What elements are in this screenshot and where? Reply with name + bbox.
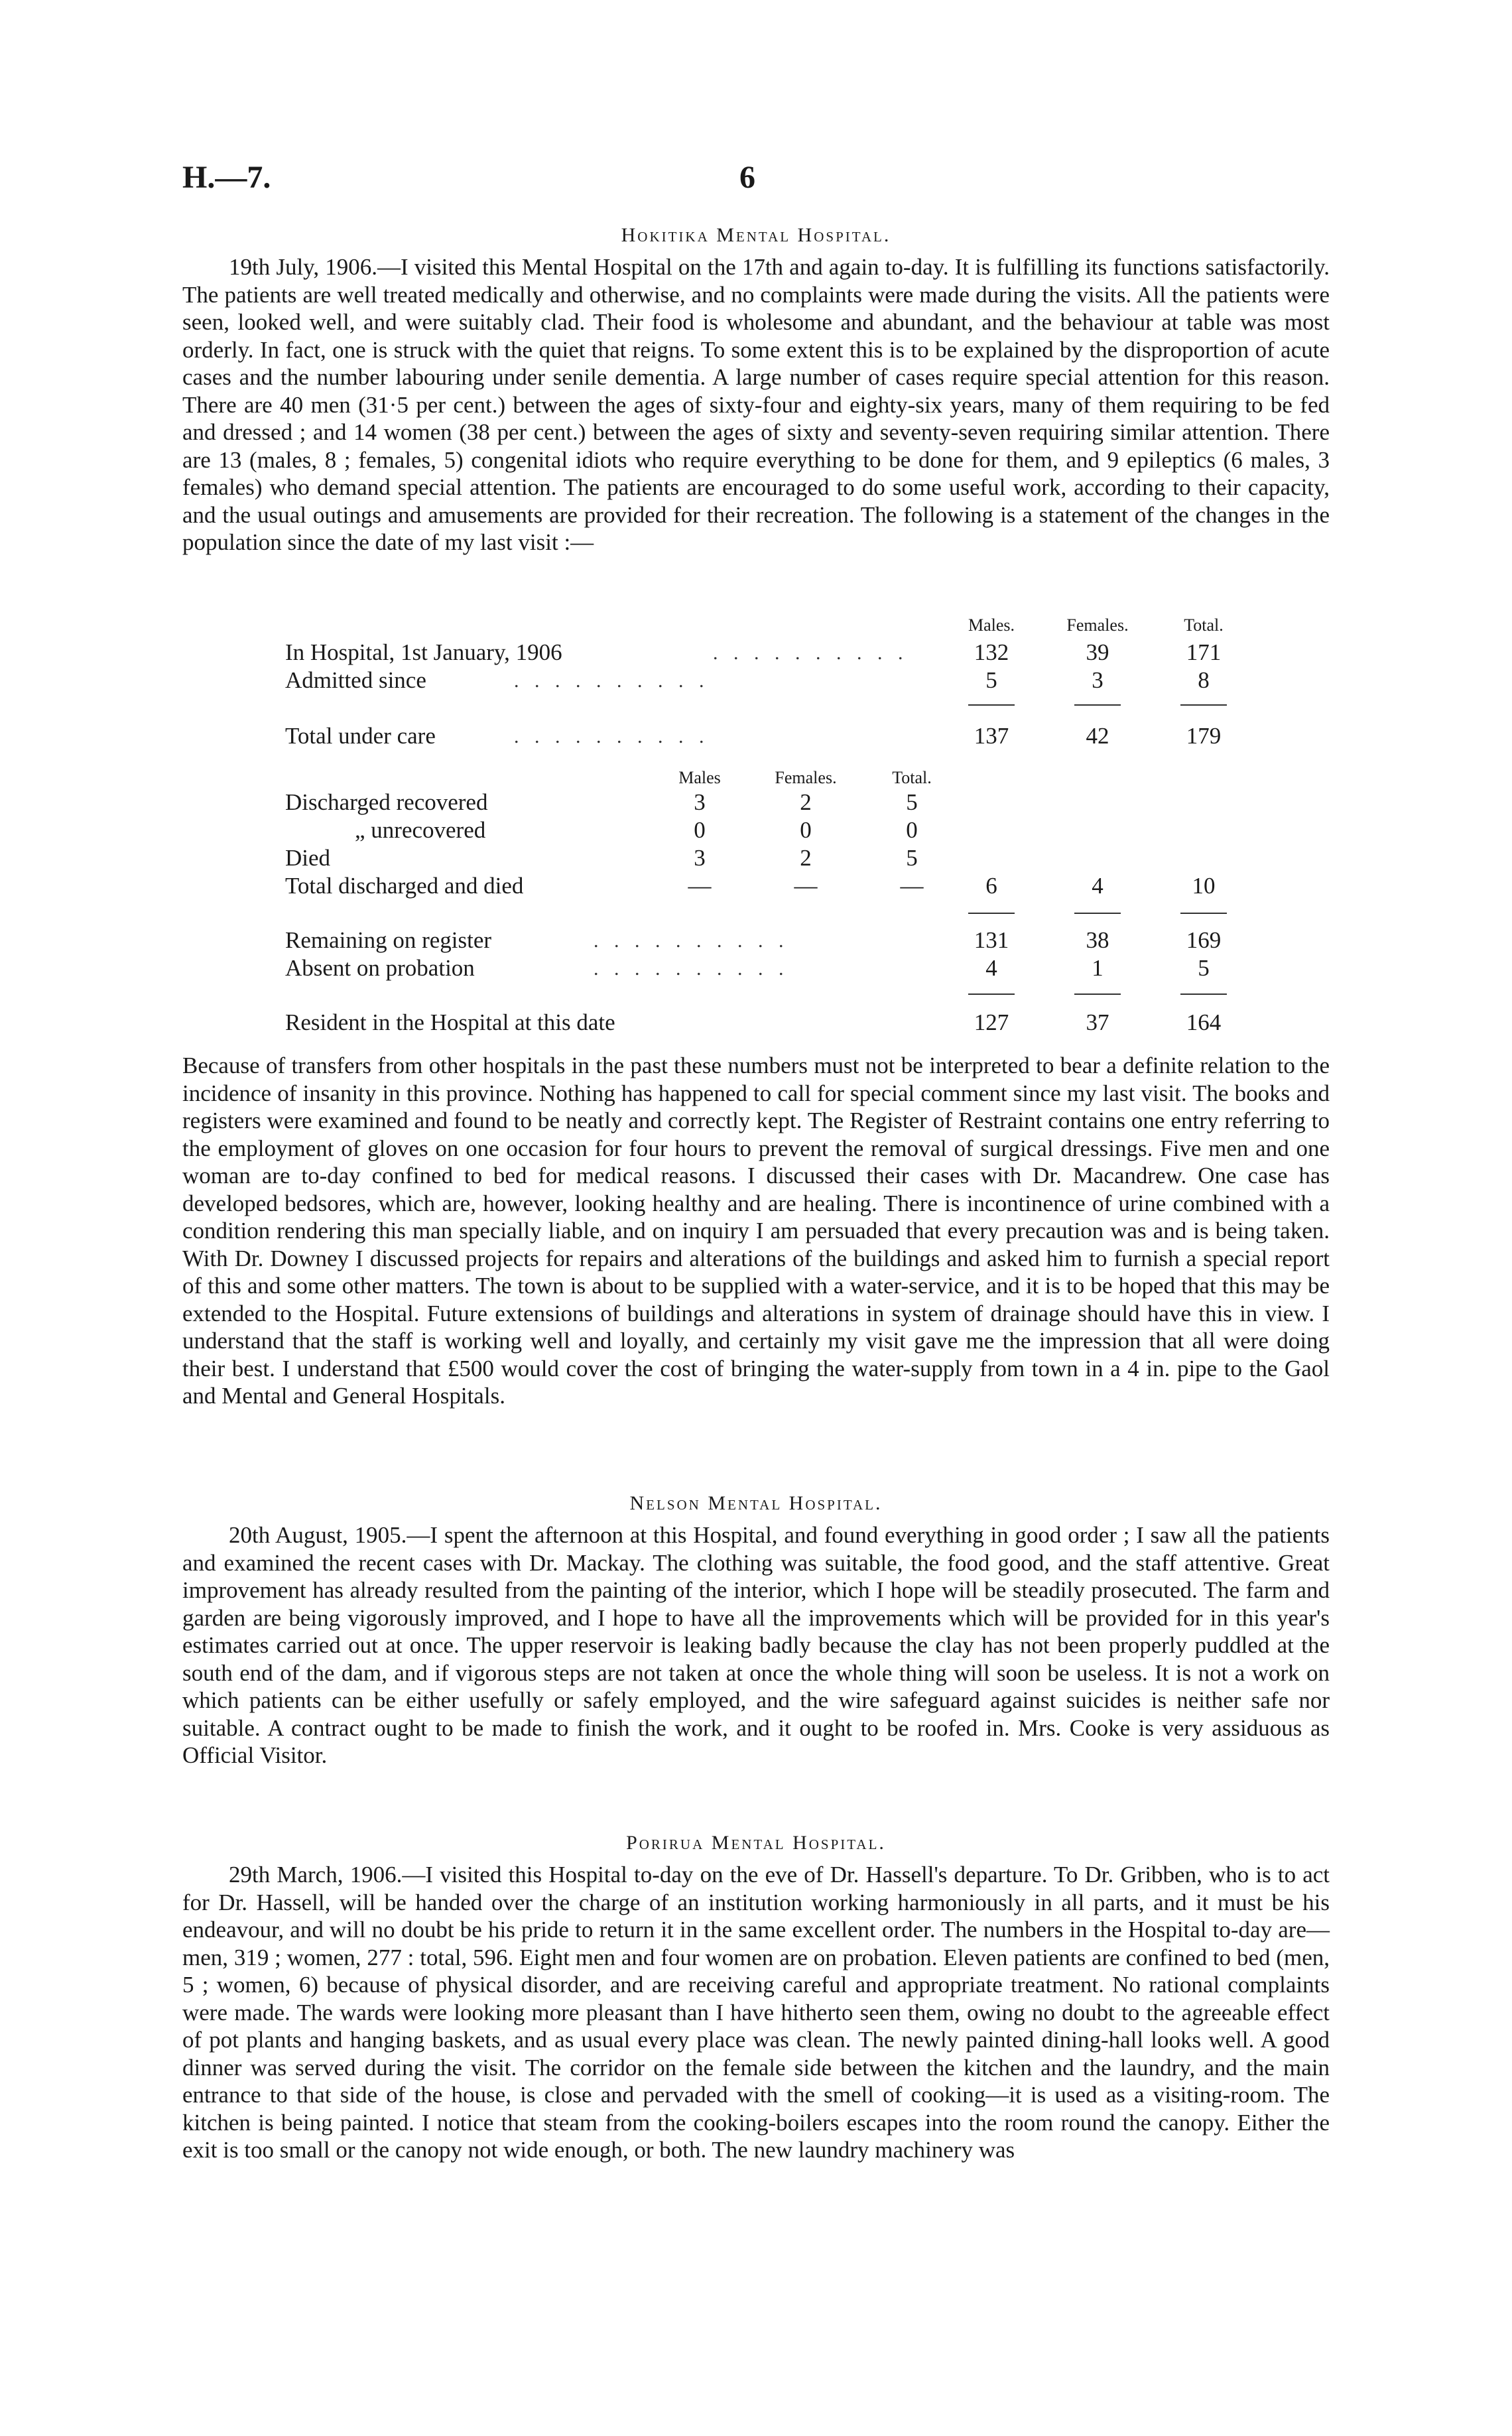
disch-rec-males: 3 (694, 789, 706, 815)
total-disch-sub-total: — (900, 873, 924, 899)
leader-dots: . . . . . . . . . . (514, 726, 710, 747)
rule (1074, 913, 1121, 914)
rule (1180, 704, 1227, 706)
admitted-males: 5 (985, 667, 997, 693)
admitted-total: 8 (1198, 667, 1210, 693)
disch-rec-females: 2 (800, 789, 812, 815)
porirua-paragraph-1-text: 29th March, 1906.—I visited this Hospital to-day on the eve of Dr. Hassell's departure. To Dr. Gribben, who is to act for Dr. Hassell, will be handed over the charge of an institution working harmoniously in all parts, and it must be his endeavour, and will no doubt be his pride to return it in the same excellent order. The numbers in the Hospital to-day are—men, 319 ; women, 277 : total, 596. Eight men and four women are on probation. Eleven patients are confined to bed (men, 5 ; women, 6) because of physical disorder, and are receiving careful and appropriate treatment. No rational complaints were made. The wards were looking more pleasant than I have hitherto seen them, owing no doubt to the agreeable effect of pot plants and hanging baskets, and as usual every place was clean. The newly painted dining-hall looks well. A good dinner was served during the visit. The corridor on the female side between the kitchen and the laundry, and the main entrance to that side of the house, is close and pervaded with the smell of cooking—it is used as a visiting-room. The kitchen is being painted. I notice that steam from the cooking-boilers escapes into the room round the canopy. Either the exit is too small or the canopy not wide enough, or both. The new laundry machinery was (182, 1862, 1330, 2163)
disch-unrec-males: 0 (694, 817, 706, 843)
sub-header-total: Total. (892, 768, 932, 787)
section-title-nelson: Nelson Mental Hospital. (629, 1492, 883, 1514)
total-disch-males: 6 (985, 873, 997, 899)
section-title-porirua: Porirua Mental Hospital. (626, 1832, 886, 1854)
admitted-females: 3 (1092, 667, 1103, 693)
row-label-remaining: Remaining on register (285, 927, 492, 953)
col-header-males: Males. (968, 615, 1015, 635)
total-disch-total: 10 (1192, 873, 1216, 899)
nelson-paragraph-1 (182, 1521, 1330, 1769)
row-label-total-care: Total under care (285, 723, 436, 749)
rule (968, 704, 1015, 706)
rule (968, 913, 1015, 914)
col-header-females: Females. (1066, 615, 1129, 635)
disch-unrec-total: 0 (906, 817, 918, 843)
total-care-females: 42 (1086, 723, 1109, 749)
in-hospital-females: 39 (1086, 639, 1109, 665)
nelson-paragraph-1-text: 20th August, 1905.—I spent the afternoon at this Hospital, and found everything in good order ; I saw all the patients and examined the recent cases with Dr. Mackay. The clothing was suitable, the food good, and the staff attentive. Great improvement has already resulted from the painting of the interior, which I hope will be steadily prosecuted. The farm and garden are being vigorously improved, and I hope to have all the improvements which will be provided for in this year's estimates carried out at once. The upper reservoir is leaking badly because the clay has not been properly puddled at the south end of the dam, and if vigorous steps are not taken at once the whole thing will soon be useless. It is not a work on which patients can be either usefully or safely employed, and the wire safeguard against suicides is neither safe nor suitable. A contract ought to be made to finish the work, and it ought to be roofed in. Mrs. Cooke is very assiduous as Official Visitor. (182, 1522, 1330, 1768)
row-label-discharged-unrecovered: „ unrecovered (355, 817, 486, 843)
hokitika-paragraph-1-text: 19th July, 1906.—I visited this Mental Hospital on the 17th and again to-day. It is fulfilling its functions satisfactorily. The patients are well treated medically and otherwise, and no complaints were made during the visits. All the patients were seen, looked well, and were suitably clad. Their food is wholesome and abundant, and the behaviour at table was most orderly. In fact, one is struck with the quiet that reigns. To some extent this is to be explained by the disproportion of acute cases and the number labouring under senile dementia. A large number of cases require special attention for this reason. There are 40 men (31·5 per cent.) between the ages of sixty-four and eighty-six years, many of them requiring to be fed and dressed ; and 14 women (38 per cent.) between the ages of sixty and seventy-seven requiring similar attention. There are 13 (males, 8 ; females, 5) congenital idiots who require everything to be done for them, and 9 epileptics (6 males, 3 females) who demand special attention. The patients are encouraged to do some useful work, according to their capacity, and the usual outings and amusements are provided for their recreation. The following is a statement of the changes in the population since the date of my last visit :— (182, 254, 1330, 555)
leader-dots: . . . . . . . . . . (514, 670, 710, 692)
row-label-absent: Absent on probation (285, 955, 475, 981)
leader-dots: . . . . . . . . . . (594, 930, 789, 952)
resident-females: 37 (1086, 1009, 1109, 1035)
leader-dots: . . . . . . . . . . (594, 958, 789, 980)
row-label-died: Died (285, 845, 331, 871)
rule (968, 994, 1015, 995)
sub-header-females: Females. (775, 768, 837, 787)
page-header (182, 159, 1330, 206)
porirua-paragraph-1 (182, 1861, 1330, 2164)
row-label-admitted: Admitted since (285, 667, 426, 693)
section-title-hokitika: Hokitika Mental Hospital. (621, 224, 891, 246)
total-care-males: 137 (974, 723, 1009, 749)
total-disch-females: 4 (1092, 873, 1103, 899)
rule (1074, 994, 1121, 995)
page-number: 6 (739, 160, 755, 195)
row-label-in-hospital: In Hospital, 1st January, 1906 (285, 639, 562, 665)
row-label-discharged-recovered: Discharged recovered (285, 789, 488, 815)
rule (1180, 913, 1227, 914)
in-hospital-males: 132 (974, 639, 1009, 665)
row-label-total-discharged: Total discharged and died (285, 873, 524, 899)
disch-unrec-females: 0 (800, 817, 812, 843)
hokitika-paragraph-2: Because of transfers from other hospitals in the past these numbers must not be interpreted to bear a definite relation to the incidence of insanity in this province. Nothing has happened to call for special comment since my last visit. The books and registers were examined and found to be neatly and correctly kept. The Register of Restraint contains one entry referring to the employment of gloves on one occasion for four hours to prevent the removal of surgical dressings. Five men and one woman are to-day confined to bed for medical reasons. I discussed their cases with Dr. Macandrew. One case has developed bedsores, which are, however, looking healthy and are healing. There is incontinence of urine combined with a condition rendering this man specially liable, and on inquiry I am persuaded that every precaution was and is being taken. With Dr. Downey I discussed projects for repairs and alterations of the buildings and asked him to furnish a special report of this and some other matters. The town is about to be supplied with a water-service, and it is to be hoped that this may be extended to the Hospital. Future extensions of buildings and alterations in system of drainage should have this in view. I understand that the staff is working well and loyally, and certainly my visit gave me the impression that all were doing their best. I understand that £500 would cover the cost of bringing the water-supply from town in a 4 in. pipe to the Gaol and Mental and General Hospitals. (182, 1053, 1330, 1409)
remaining-total: 169 (1186, 927, 1222, 953)
hokitika-paragraph-1 (182, 253, 1330, 556)
remaining-males: 131 (974, 927, 1009, 953)
total-disch-sub-females: — (794, 873, 818, 899)
total-care-total: 179 (1186, 723, 1222, 749)
total-disch-sub-males: — (688, 873, 712, 899)
died-total: 5 (906, 845, 918, 871)
sub-header-males: Males (678, 768, 721, 787)
leader-dots: . . . . . . . . . . (713, 642, 909, 664)
population-statement (182, 615, 1330, 1047)
report-reference: H.—7. (182, 160, 271, 195)
remaining-females: 38 (1086, 927, 1109, 953)
died-males: 3 (694, 845, 706, 871)
died-females: 2 (800, 845, 812, 871)
absent-females: 1 (1092, 955, 1103, 981)
in-hospital-total: 171 (1186, 639, 1222, 665)
absent-total: 5 (1198, 955, 1210, 981)
resident-total: 164 (1186, 1009, 1222, 1035)
absent-males: 4 (985, 955, 997, 981)
resident-males: 127 (974, 1009, 1009, 1035)
row-label-resident: Resident in the Hospital at this date (285, 1009, 615, 1035)
rule (1074, 704, 1121, 706)
col-header-total: Total. (1184, 615, 1224, 635)
rule (1180, 994, 1227, 995)
disch-rec-total: 5 (906, 789, 918, 815)
